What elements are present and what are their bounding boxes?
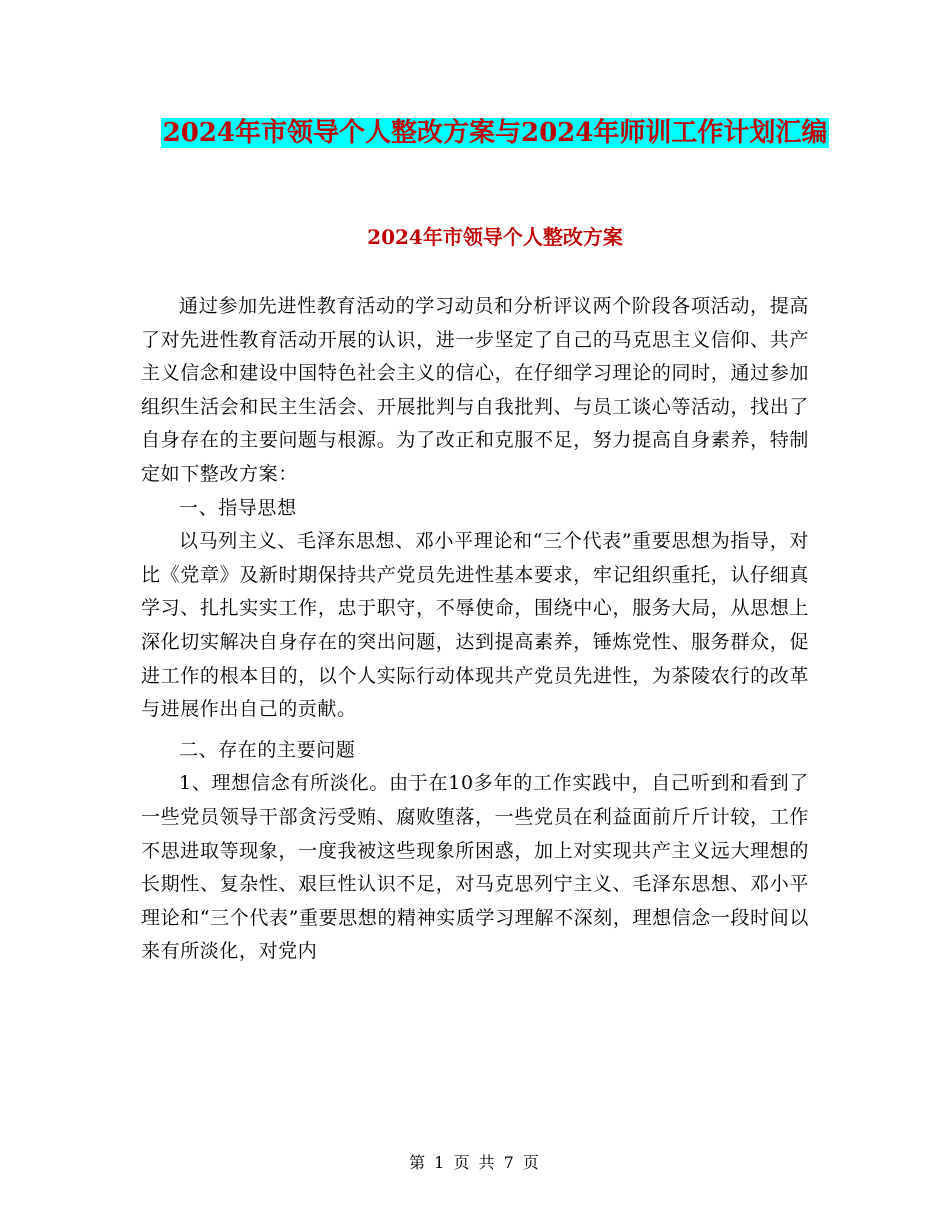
paragraph-guiding-ideology: 以马列主义、毛泽东思想、邓小平理论和“三个代表”重要思想为指导，对比《党章》及新时期保持共产党员先进性基本要求，牢记组织重托，认仔细真学习、扎扎实实工作，忠于职守，不辱使命，围绕中心，服务大局，从思想上深化切实解决自身存在的突出问题，达到提高素养，锤炼党性、服务群众，促进工作的根本目的，以个人实际行动体现共产党员先进性，为茶陵农行的改革与进展作出自己的贡献。 — [141, 530, 809, 721]
paragraph-intro: 通过参加先进性教育活动的学习动员和分析评议两个阶段各项活动，提高了对先进性教育活动开展的认识，进一步坚定了自己的马克思主义信仰、共产主义信念和建设中国特色社会主义的信心，在仔细学习理论的同时，通过参加组织生活会和民主生活会、开展批判与自我批判、与员工谈心等活动，找出了自身存在的主要问题与根源。为了改正和克服不足，努力提高自身素养，特制定如下整改方案： — [141, 295, 809, 485]
document-title — [140, 112, 850, 154]
section-title: 2024年市领导个人整改方案 — [367, 225, 623, 249]
paragraph-problem-1: 1、理想信念有所淡化。由于在10多年的工作实践中，自己听到和看到了一些党员领导干部贪污受贿、腐败堕落，一些党员在利益面前斤斤计较，工作不思进取等现象，一度我被这些现象所困惑，加上对实现共产主义远大理想的长期性、复杂性、艰巨性认识不足，对马克思列宁主义、毛泽东思想、邓小平理论和“三个代表”重要思想的精神实质学习理解不深刻，理想信念一段时间以来有所淡化，对党内 — [141, 772, 809, 963]
document-body — [141, 290, 809, 969]
document-title-text: 2024年市领导个人整改方案与2024年师训工作计划汇编 — [162, 118, 828, 148]
page-footer: 第 1 页 共 7 页 — [409, 1153, 541, 1172]
heading-guiding-ideology: 一、指导思想 — [179, 496, 297, 519]
heading-main-problems: 二、存在的主要问题 — [179, 738, 356, 761]
